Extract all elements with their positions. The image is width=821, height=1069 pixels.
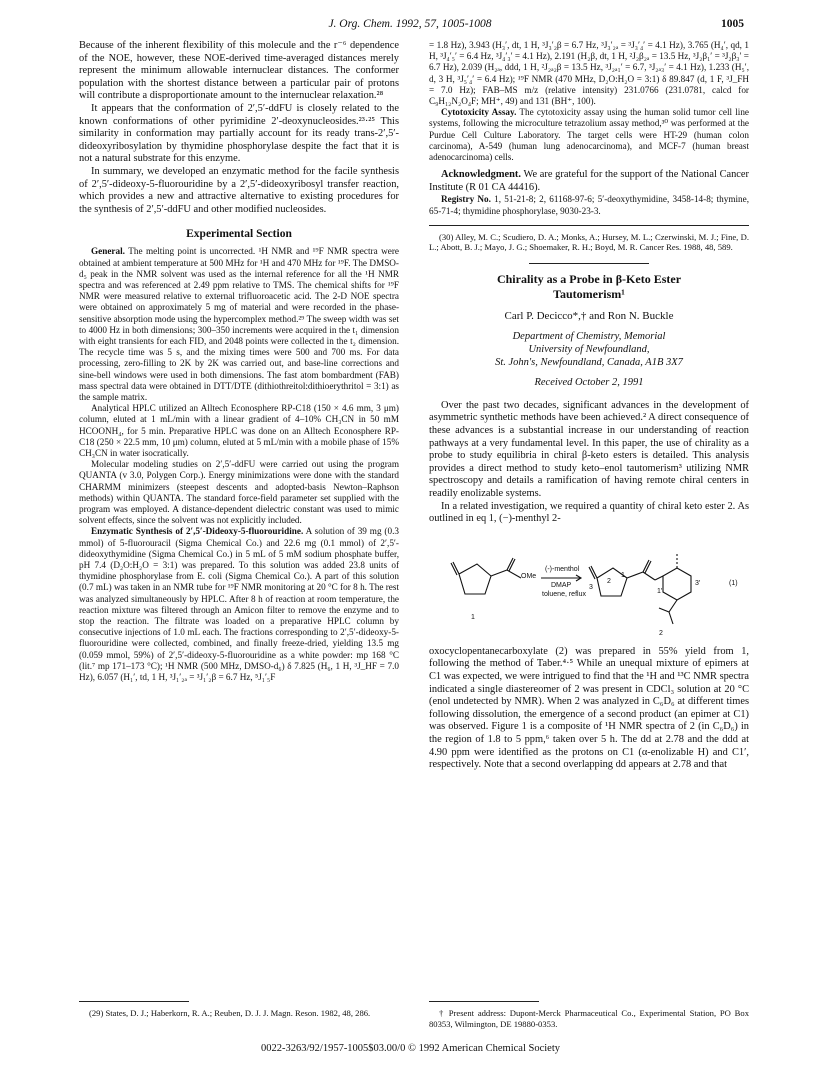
article-separator (529, 263, 649, 264)
paragraph-acknowledgment (429, 169, 749, 194)
atom-number: 3 (589, 583, 593, 591)
footnote-rule (429, 225, 749, 226)
equation-number: (1) (729, 579, 738, 587)
paragraph-hplc: Analytical HPLC utilized an Alltech Econosphere RP-C18 (150 × 4.6 mm, 3 μm) column, eluted at 1 mL/min with a linear gradient of 4–10% CH₃CN in 50 mM HCOONH₄, for 5 min. Preparative HPLC was done on an Alltech Econosphere RP-C18 (250 × 22.5 mm, 10 μm) column, eluted at 5 mL/min with a mobile phase of 15% CH₃CN in water isocratically. (79, 403, 399, 458)
running-header (76, 18, 744, 34)
right-column (429, 40, 749, 772)
run-in-heading: Enzymatic Synthesis of 2′,5′-Dideoxy-5-fluorouridine. (91, 526, 304, 537)
footnote-area-right (429, 993, 749, 1029)
paragraph: oxocyclopentanecarboxylate (2) was prepared in 55% yield from 1, following the method of Taber.⁴·⁵ While an unequal mixture of epimers at C1 was expected, we were intrigued to find that the ¹H and ¹³C NMR spectra indicated a single diastereomer of 2 was present in CDCl₃ solution at 20 °C (enol undetected by NMR). When 2 was analyzed in C₆D₆ at different times following dissolution, the emergence of a second product (an epimer at C1) was observed. Figure 1 is a composite of ¹H NMR spectra of 2 (in C₆D₆) in the region of 1.8 to 5 ppm,⁶ taken over 5 h. The dd at 2.78 and the ddd at 4.90 ppm were identified as the protons on C1 (α-enolizable H) and C1′, respectively. Note that a second overlapping dd appears at 2.78 and that (429, 645, 749, 771)
paragraph: It appears that the conformation of 2′,5′-ddFU is closely related to the known conformations of other pyrimidine 2′-deoxynucleosides.²³·²⁵ This similarity in conformation may partially account for its ready trans-2′,5′-dideoxyribosylation by thymidine phosphorylase despite the fact that it is not a natural substrate for this enzyme. (79, 102, 399, 165)
paragraph-general (79, 246, 399, 403)
paragraph-text: A solution of 39 mg (0.3 mmol) of 5-fluorouracil (Sigma Chemical Co.) and 22.6 mg (0.1 mmol) of 2′,5′-dideoxythymidine (Sigma Chemical Co.) in 5 mL of 5 mM sodium phosphate buffer, pH 7.4 (D₂O:H₂O = 3:1) was prepared. To this solution was added 23.8 units of thymidine phosphorylase from E. coli (Sigma Chemical Co.). A part of this solution (0.7 mL) was taken in an NMR tube for ¹⁹F NMR monitoring at 20 °C for 8 h. The rest was analyzed simultaneously by HPLC. After 8 h of reaction at room temperature, the reaction mixture was filtered through an Amicon filter to remove the enzyme and to stop the reaction. The filtrate was loaded on a preparative HPLC column by consecutive injections of 1.0 mL each. The fractions corresponding to 2′,5′-dideoxy-5-fluorouridine were collected, combined, and finally freeze-dried, yielding 13.5 mg (0.059 mmol, 59%) of 2′,5′-dideoxy-5-fluorouridine as a white powder: mp 168 °C (lit.⁷ mp 171–173 °C); ¹H NMR (500 MHz, DMSO-d₆) δ 7.825 (H₆, 1 H, ³J_HF = 7.0 Hz), 6.057 (H₁′, td, 1 H, ³J₁′₂ₐ = ³J₁′₂β = 6.7 Hz, ⁵J₁′₅F (79, 526, 399, 683)
scheme-label-ome: OMe (521, 572, 537, 580)
paragraph-enzymatic (79, 526, 399, 683)
footnote: † Present address: Dupont-Merck Pharmaceutical Co., Experimental Station, PO Box 80353, Wilmington, DE 19880-0353. (429, 1008, 749, 1029)
affiliation-line: University of Newfoundland, (528, 343, 650, 355)
paragraph: = 1.8 Hz), 3.943 (H₃′, dt, 1 H, ³J₃′₂β = 6.7 Hz, ³J₃′₂ₐ = ³J₃′₄′ = 4.1 Hz), 3.765 (H₄′, qd, 1 H, ³J₄′₅′ = 6.4 Hz, ³J₄′₃′ = 4.1 Hz), 2.191 (H₂β, dt, 1 H, ²J₂β₂ₐ = 13.5 Hz, ³J₂β₁′ = ³J₂β₃′ = 6.7 Hz), 2.039 (H₂ₐ, ddd, 1 H, ²J₂ₐ₂β = 13.5 Hz, ³J₂ₐ₁′ = 6.7, ³J₂ₐ₃′ = 4.1 Hz), 1.233 (H₅′, d, 3 H, ³J₅′₄′ = 6.4 Hz); ¹⁹F NMR (470 MHz, D₂O:H₂O = 3:1) δ 89.847 (d, 1 F, ³J_FH = 7.0 Hz); FAB–MS m/z (relative intensity) 231.0766 (231.0781, calcd for C₉H₁₂N₂O₄F; MH⁺, 49) and 131 (BH⁺, 100). (429, 40, 749, 107)
section-title: Experimental Section (186, 228, 292, 241)
run-in-heading: Registry No. (441, 194, 491, 205)
paragraph-text: 1, 51-21-8; 2, 61168-97-6; 5′-deoxythymidine, 3458-14-8; thymine, 65-71-4; thymidine phosphorylase, 9030-23-3. (429, 194, 749, 216)
atom-number: 2 (607, 577, 611, 585)
scheme-reagent: (-)-menthol (545, 565, 580, 573)
run-in-heading: General. (91, 246, 125, 257)
footnote-rule (79, 1001, 189, 1002)
cyclopentanone-ring-1 (459, 564, 491, 594)
paragraph: Because of the inherent flexibility of this molecule and the r⁻⁶ dependence of the NOE, however, these NOE-derived time-averaged distances merely represent the minimum allowable internuclear distances. The conformer population with the shortest distance between a particular pair of protons will contribute a disproportionate amount to the internuclear relaxation.²⁸ (79, 40, 399, 102)
affiliation-line: St. John's, Newfoundland, Canada, A1B 3X7 (495, 356, 683, 368)
authors: Carl P. Decicco*,† and Ron N. Buckle (504, 309, 674, 322)
journal-citation: J. Org. Chem. 1992, 57, 1005-1008 (328, 18, 492, 30)
paragraph: Over the past two decades, significant advances in the development of asymmetric synthetic methods have been achieved.² A direct consequence of these advances is a substantial increase in our understanding of reaction pathways at a very fundamental level. In this paper, the use of chirality as a probe to study equilibria in chiral β-keto esters is detailed. This analysis provides a direct method to study keto–enol tautomerism³ utilizing NMR spectroscopy and details a ramification of having remote chiral centers in readily enolizable systems. (429, 399, 749, 499)
footnote-area-left (79, 993, 399, 1019)
compound-label: 2 (659, 629, 663, 637)
paragraph: In a related investigation, we required a quantity of chiral keto ester 2. As outlined in eq 1, (−)-menthyl 2- (429, 500, 749, 525)
paragraph: In summary, we developed an enzymatic method for the facile synthesis of 2′,5′-dideoxy-5-fluorouridine by a 2′,5′-dideoxyribosyl transfer reaction, which provides a new and attractive alternative to existing procedures for the synthesis of 2′,5′-ddFU and other modified nucleosides. (79, 165, 399, 215)
atom-number: 3′ (695, 579, 701, 587)
footnote-rule (429, 1001, 539, 1002)
footnote: (30) Alley, M. C.; Scudiero, D. A.; Monks, A.; Hursey, M. L.; Czerwinski, M. J.; Fine, D. L.; Abott, B. J.; Mayo, J. G.; Shoemaker, R. H.; Boyd, M. R. Cancer Res. 1988, 48, 589. (429, 231, 749, 253)
paragraph-text: The melting point is uncorrected. ¹H NMR and ¹⁹F NMR spectra were obtained at ambient temperature at 500 MHz for ¹H and 470 MHz for ¹⁹F. The DMSO-d₅ peak in the NMR solvent was used as the internal reference for all the ¹H NMR spectra and was referenced at 2.49 ppm relative to TMS. The chemical shifts for ¹⁹F NMR were measured relative to external trifluoroacetic acid. The 2-D NOE spectra were obtained on approximately 5 mg of material and were recorded in the phase-sensitive absorption mode using the hypercomplex method.²⁹ The sweep width was set to 4000 Hz in both dimensions; 300–350 increments were acquired in the t₁ dimension with eight transients for each FID, and 2048 points were collected in the t₂ dimension. The recycle time was 5 s, and the mixing times were 500 and 700 ms. For data processing, zero-filling to 2K by 2K was carried out, and base-line corrections and sine-bell windows were used in both dimensions. The fast atom bombardment (FAB) mass spectral data were obtained in DTT/DTE (dithiothreitol:dithioerythritol = 3:1) as the sample matrix. (79, 246, 399, 402)
paragraph-cytotoxicity (429, 107, 749, 163)
copyright-footer: 0022-3263/92/1957-1005$03.00/0 © 1992 American Chemical Society (260, 1043, 561, 1054)
scheme-reagent: DMAP (551, 581, 572, 589)
ester-o-bond (507, 570, 521, 578)
paragraph-text: The cytotoxicity assay using the human solid tumor cell line systems, following the microculture tetrazolium assay method,³⁰ was performed at the Purdue Cell Culture Laboratory. The target cells were HT-29 (human colon carcinoma), A-549 (human lung adenocarcinoma), and MCF-7 (human breast adenocarcinoma) cells. (429, 107, 749, 163)
scheme-reagent: toluene, reflux (542, 590, 586, 598)
left-column (79, 40, 399, 683)
paragraph-text: We are grateful for the support of the National Cancer Institute (R 01 CA 44416). (429, 169, 749, 193)
ester-bond (491, 570, 507, 576)
run-in-heading: Cytotoxicity Assay. (441, 107, 517, 118)
menthyl-ring (663, 568, 691, 600)
title-line: Chirality as a Probe in β-Keto Ester (496, 271, 682, 286)
footnote: (29) States, D. J.; Haberkorn, R. A.; Reuben, D. J. J. Magn. Reson. 1982, 48, 286. (89, 1008, 371, 1018)
compound-label: 1 (471, 613, 475, 621)
run-in-heading: Acknowledgment. (441, 169, 521, 181)
paragraph-registry (429, 194, 749, 216)
affiliation-line: Department of Chemistry, Memorial (512, 330, 666, 342)
article-title (429, 272, 749, 302)
title-line: Tautomerism¹ (553, 286, 625, 301)
atom-number: 1 (621, 571, 625, 579)
reaction-scheme (429, 532, 749, 642)
page-number: 1005 (721, 18, 744, 30)
atom-number: 1′ (657, 587, 663, 595)
paragraph-modeling: Molecular modeling studies on 2′,5′-ddFU were carried out using the program QUANTA (v 3.0, Polygen Corp.). Energy minimizations were done with the standard CHARMM minimizers (steepest descents and adopted-basis Newton–Raphson methods) within QUANTA. The standard force-field parameter set supplied with the program was employed. A distance-dependent dielectric constant was used to mimic solvent effects, since the solvent was not explicitly included. (79, 459, 399, 526)
received-date: Received October 2, 1991 (534, 376, 644, 388)
